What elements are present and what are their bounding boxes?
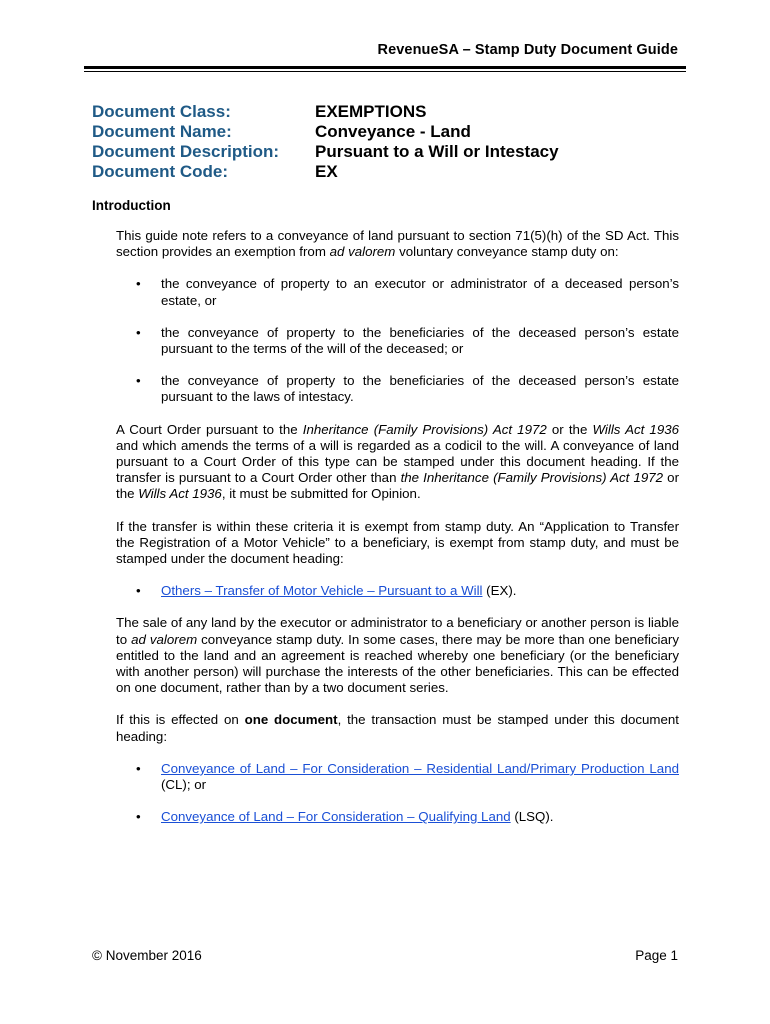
header-rule-thin bbox=[84, 71, 686, 72]
bullet-icon: • bbox=[136, 324, 141, 340]
list-item bbox=[116, 325, 679, 357]
introduction-heading: Introduction bbox=[92, 198, 171, 213]
bullet-icon: • bbox=[136, 583, 141, 599]
document-code-row bbox=[92, 162, 559, 182]
bullet-icon: • bbox=[136, 760, 141, 776]
bullet-icon: • bbox=[136, 373, 141, 389]
footer-copyright: © November 2016 bbox=[92, 948, 202, 963]
document-description-row bbox=[92, 142, 559, 162]
exemption-list bbox=[116, 276, 679, 405]
text-italic: Wills Act 1936 bbox=[138, 486, 222, 502]
header-title: RevenueSA – Stamp Duty Document Guide bbox=[377, 42, 678, 58]
paragraph-one-document bbox=[116, 712, 679, 744]
header-rule-thick bbox=[84, 66, 686, 69]
text: , it must be submitted for Opinion. bbox=[221, 486, 421, 502]
document-name-row bbox=[92, 122, 559, 142]
list-item bbox=[116, 276, 679, 308]
text-italic: ad valorem bbox=[131, 631, 198, 647]
text: The sale of any land by the executor or administrator to a beneficiary or another person is liable to bbox=[116, 615, 679, 647]
text: , the transaction must be stamped under this document heading: bbox=[116, 712, 679, 744]
body-content bbox=[116, 228, 679, 841]
text: A Court Order pursuant to the bbox=[116, 421, 303, 437]
text: or the bbox=[546, 421, 593, 437]
document-description-value: Pursuant to a Will or Intestacy bbox=[315, 142, 559, 161]
document-class-label: Document Class: bbox=[92, 102, 231, 121]
text-bold: one document bbox=[244, 712, 338, 728]
list-item-text: the conveyance of property to the beneficiaries of the deceased person’s estate pursuant to the terms of the will of the deceased; or bbox=[161, 324, 679, 357]
text: If this is effected on bbox=[116, 712, 245, 728]
text: This guide note refers to a conveyance of land pursuant to section 71(5)(h) of the SD Act. This section provides an exemption from bbox=[116, 228, 679, 260]
paragraph-motor-vehicle: If the transfer is within these criteria it is exempt from stamp duty. An “Application to Transfer the Registration of a Motor Vehicle” to a beneficiary, is exempt from stamp duty, and must be stamped under the document heading: bbox=[116, 518, 679, 567]
list-item-text: the conveyance of property to the beneficiaries of the deceased person’s estate pursuant to the laws of intestacy. bbox=[161, 373, 679, 405]
document-code-label: Document Code: bbox=[92, 162, 228, 181]
list-item bbox=[116, 583, 679, 599]
text-italic: Inheritance (Family Provisions) Act 1972 bbox=[302, 421, 547, 437]
document-info-block bbox=[92, 102, 559, 182]
paragraph-court-order bbox=[116, 422, 679, 503]
list-item-text: the conveyance of property to an executor or administrator of a deceased person’s estate, or bbox=[161, 276, 679, 308]
text-italic: ad valorem bbox=[329, 244, 396, 260]
document-class-value: EXEMPTIONS bbox=[315, 102, 427, 121]
text-italic: the Inheritance (Family Provisions) Act 1972 bbox=[400, 470, 664, 486]
bullet-icon: • bbox=[136, 276, 141, 292]
document-class-row bbox=[92, 102, 559, 122]
text: conveyance stamp duty. In some cases, there may be more than one beneficiary entitled to the land and an agreement is reached whereby one beneficiary (or the beneficiary with another person) will purchase the interests of the other beneficiaries. This can be effected on one document, rather than by a two document series. bbox=[116, 631, 679, 696]
link-conveyance-residential-land[interactable]: Conveyance of Land – For Consideration – Residential Land/Primary Production Land bbox=[161, 760, 679, 776]
list-item-suffix: (EX). bbox=[482, 583, 517, 599]
list-item bbox=[116, 809, 679, 825]
text-italic: Wills Act 1936 bbox=[592, 421, 679, 437]
text: and which amends the terms of a will is regarded as a codicil to the will. A conveyance of land pursuant to a Court Order of this type can be stamped under this document heading. If the transfer is pursuant to a Court Order other than bbox=[116, 437, 679, 486]
list-item bbox=[116, 761, 679, 793]
document-code-value: EX bbox=[315, 162, 338, 181]
link-conveyance-qualifying-land[interactable]: Conveyance of Land – For Consideration – Qualifying Land bbox=[161, 809, 511, 825]
list-item bbox=[116, 373, 679, 405]
conveyance-list bbox=[116, 761, 679, 826]
bullet-icon: • bbox=[136, 809, 141, 825]
motor-vehicle-list bbox=[116, 583, 679, 599]
text: or the bbox=[116, 470, 679, 502]
paragraph-intro bbox=[116, 228, 679, 260]
list-item-suffix: (LSQ). bbox=[510, 809, 554, 825]
document-name-value: Conveyance - Land bbox=[315, 122, 471, 141]
paragraph-sale-of-land bbox=[116, 615, 679, 696]
text: voluntary conveyance stamp duty on: bbox=[395, 244, 619, 260]
footer-page-number: Page 1 bbox=[635, 948, 678, 963]
list-item-suffix: (CL); or bbox=[161, 777, 207, 793]
link-transfer-motor-vehicle[interactable]: Others – Transfer of Motor Vehicle – Pursuant to a Will bbox=[161, 583, 483, 599]
document-name-label: Document Name: bbox=[92, 122, 232, 141]
document-description-label: Document Description: bbox=[92, 142, 280, 161]
